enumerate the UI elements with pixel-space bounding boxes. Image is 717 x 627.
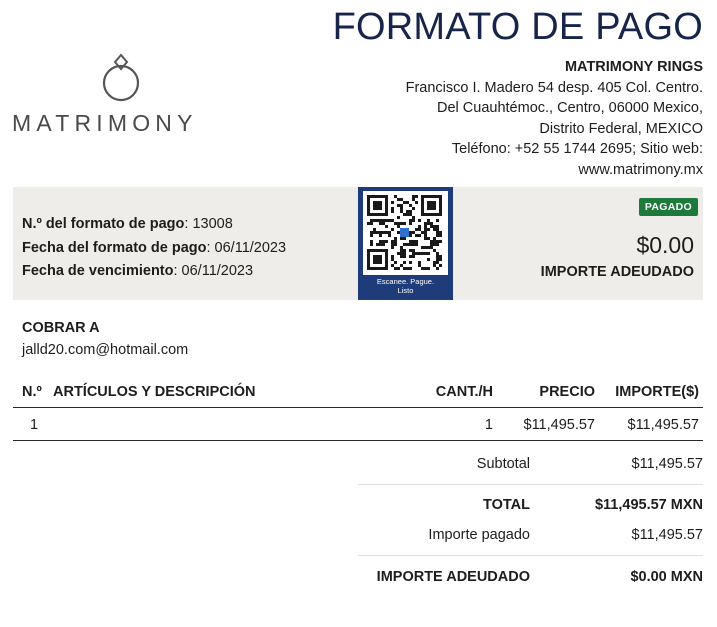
address-line-1: Francisco I. Madero 54 desp. 405 Col. Centro. [405,79,703,96]
row-number: 1 [30,417,39,433]
paid-value: $11,495.57 [631,527,703,543]
status-badge: PAGADO [639,198,698,216]
row-qty: 1 [484,417,493,433]
qr-code[interactable] [363,191,448,275]
logo-wordmark: MATRIMONY [12,110,198,136]
column-header-amount: IMPORTE($) [615,384,699,400]
company-name: MATRIMONY RINGS [564,59,703,75]
address-line-3: Distrito Federal, MEXICO [539,120,703,137]
company-logo [12,52,230,137]
amount-due-value: $0.00 [636,232,694,258]
ring-icon [100,52,142,104]
website-link[interactable]: www.matrimony.mx [578,161,703,178]
total-label: TOTAL [483,497,530,513]
row-price: $11,495.57 [523,417,595,433]
qr-caption [358,277,453,295]
company-info [406,57,703,180]
subtotal-label: Subtotal [476,456,530,472]
qr-caption-line-2: Listo [397,286,414,295]
column-header-number: N.º [22,384,42,400]
table-header-divider [13,407,703,408]
column-header-qty: CANT./H [435,384,493,400]
paid-label: Importe pagado [428,527,530,543]
contact-line: Teléfono: +52 55 1744 2695; Sitio web: [451,141,703,157]
table-row-divider [13,440,703,441]
total-value: $11,495.57 MXN [594,497,703,513]
column-header-price: PRECIO [539,384,595,400]
paid-divider [358,555,703,556]
address-line-2: Del Cuauhtémoc., Centro, 06000 Mexico, [437,100,703,116]
column-header-description: ARTÍCULOS Y DESCRIPCIÓN [53,384,256,400]
amount-due-total-value: $0.00 MXN [630,569,703,585]
payment-number-value: : 13008 [184,216,233,232]
bill-to-heading: COBRAR A [22,320,100,336]
due-date-label: Fecha de vencimiento [22,263,174,279]
amount-due-label: IMPORTE ADEUDADO [540,264,694,280]
row-amount: $11,495.57 [627,417,699,433]
due-date-value: : 06/11/2023 [173,263,254,279]
qr-code-icon [363,191,448,275]
payment-number-row [22,213,286,237]
bill-to-email: jalld20.com@hotmail.com [22,342,189,358]
subtotal-divider [358,484,703,485]
payment-date-row [22,237,286,261]
payment-number-label: N.º del formato de pago [22,216,185,232]
payment-date-label: Fecha del formato de pago [22,239,207,256]
payment-date-value: : 06/11/2023 [206,239,287,256]
amount-due-total-label: IMPORTE ADEUDADO [376,569,530,585]
document-meta [22,213,286,284]
qr-caption-line-1: Escanee. Pague. [376,277,435,286]
document-title: FORMATO DE PAGO [332,6,703,48]
subtotal-value: $11,495.57 [631,456,703,472]
qr-code-panel[interactable] [358,187,453,300]
due-date-row [22,260,286,284]
